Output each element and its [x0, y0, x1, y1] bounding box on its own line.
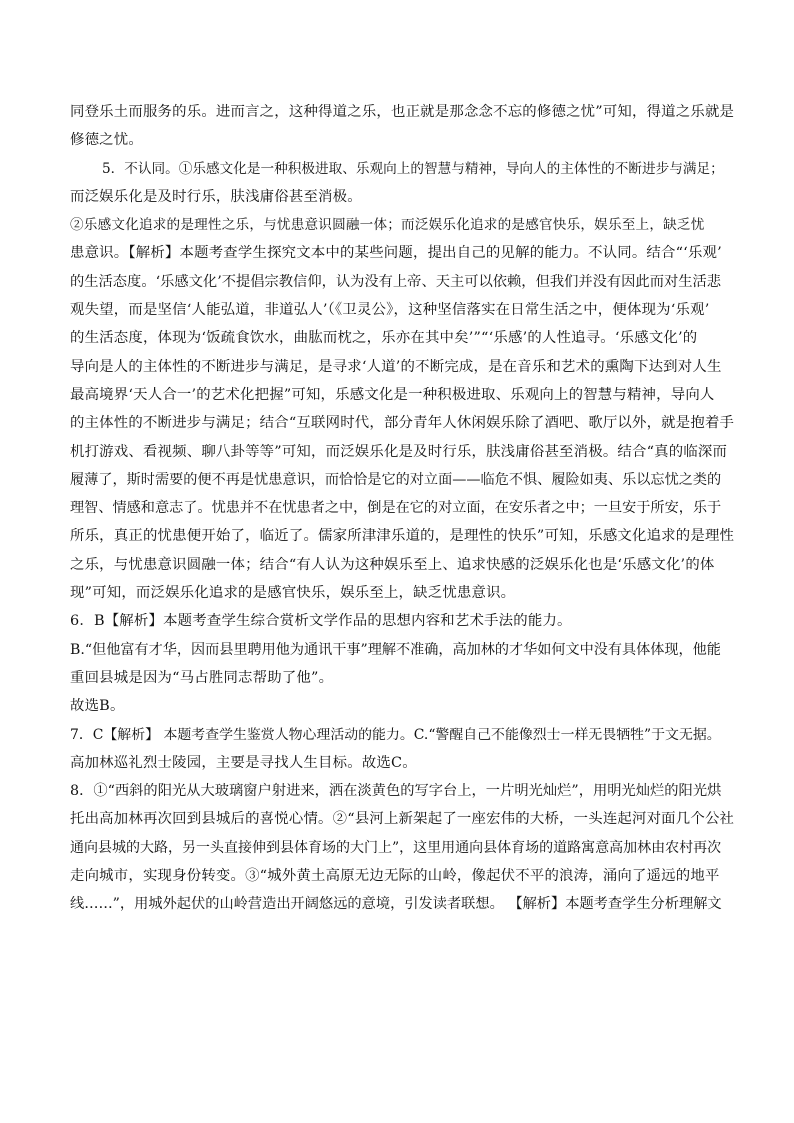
text-line: B.“但他富有才华，因而县里聘用他为通讯干事”理解不准确，高加林的才华如何文中没有具体体现，他能	[70, 641, 721, 658]
text-line: 托出高加林再次回到县城后的喜悦心情。②“县河上新架起了一座宏伟的大桥，一头连起河对面几个公社	[70, 811, 735, 828]
text-line: 走向城市，实现身份转变。③“城外黄土高原无边无际的山岭，像起伏不平的浪涛，涌向了遥远的地平	[70, 868, 720, 885]
text-line: 之乐，与忧患意识圆融一体；结合“有人认为这种娱乐至上、追求快感的泛娱乐化也是‘乐感文化’的体	[70, 556, 715, 573]
text-line: 故选B。	[70, 698, 125, 715]
text-line: 的主体性的不断进步与满足；结合“互联网时代，部分青年人休闲娱乐除了酒吧、歌厅以外，就是抱着手	[70, 415, 735, 432]
text-line: 现”可知，而泛娱乐化追求的是感官快乐，娱乐至上，缺乏忧患意识。	[70, 585, 516, 602]
answer-7-line: 7．C【解析】 本题考查学生鉴赏人物心理活动的能力。C.“警醒自己不能像烈士一样无畏牺牲”于文无据。	[70, 726, 721, 743]
text-line: 理智、情感和意志了。忧患并不在忧患者之中，倒是在它的对立面，在安乐者之中；一旦安于所安，乐于	[70, 500, 722, 517]
text-line: 同登乐土而服务的乐。进而言之，这种得道之乐，也正就是那念念不忘的修德之忧”可知，得道之乐就是	[70, 104, 735, 120]
text-line: 通向县城的大路，另一头直接伸到县体育场的大门上”，这里用通向县体育场的道路寓意高加林由农村再次	[70, 839, 722, 856]
text-line: 的生活态度，体现为‘饭疏食饮水，曲肱而枕之，乐亦在其中矣’”“‘乐感’的人性追寻。‘乐感文化’的	[70, 330, 698, 347]
text-line: 机打游戏、看视频、聊八卦等等”可知，而泛娱乐化是及时行乐，肤浅庸俗甚至消极。结合“真的临深而	[70, 443, 728, 460]
document-body	[70, 98, 734, 919]
text-line: 履薄了，斯时需要的便不再是忧患意识，而恰恰是它的对立面——临危不惧、履险如夷、乐以忘忧之类的	[70, 471, 722, 488]
answer-5-line: 5．不认同。①乐感文化是一种积极进取、乐观向上的智慧与精神，导向人的主体性的不断进步与满足；	[102, 160, 724, 177]
text-line: 患意识。【解析】本题考查学生探究文本中的某些问题，提出自己的见解的能力。不认同。结合“‘乐观’	[70, 245, 722, 262]
text-line: 导向是人的主体性的不断进步与满足，是寻求‘人道’的不断完成，是在音乐和艺术的熏陶下达到对人生	[70, 358, 722, 375]
text-line: 修德之忧。	[70, 132, 143, 149]
text-line: 重回县城是因为“马占胜同志帮助了他”。	[70, 669, 334, 686]
text-line: 的生活态度。‘乐感文化’不提倡宗教信仰，认为没有上帝、天主可以依赖，但我们并没有因此而对生活悲	[70, 273, 722, 290]
text-line: 线……”，用城外起伏的山岭营造出开阔悠远的意境，引发读者联想。 【解析】本题考查学生分析理解文	[70, 896, 722, 913]
answer-6-line: 6．B【解析】本题考查学生综合赏析文学作品的思想内容和艺术手法的能力。	[70, 613, 572, 630]
text-line: 高加林巡礼烈士陵园，主要是寻找人生目标。故选C。	[70, 754, 417, 771]
answer-8-line: 8．①“西斜的阳光从大玻璃窗户射进来，洒在淡黄色的写字台上，一片明光灿烂”，用明光灿烂的阳光烘	[70, 783, 722, 800]
text-line: 而泛娱乐化是及时行乐，肤浅庸俗甚至消极。	[70, 188, 362, 205]
text-line: 最高境界‘天人合一’的艺术化把握”可知，乐感文化是一种积极进取、乐观向上的智慧与精神，导向人	[70, 386, 715, 403]
text-line: 观失望，而是坚信‘人能弘道，非道弘人’（《卫灵公》，这种坚信落实在日常生活之中，便体现为‘乐观’	[70, 302, 710, 319]
text-line: 所乐，真正的忧患便开始了，临近了。儒家所津津乐道的，是理性的快乐”可知，乐感文化追求的是理性	[70, 528, 735, 545]
text-line: ②乐感文化追求的是理性之乐，与忧患意识圆融一体；而泛娱乐化追求的是感官快乐，娱乐至上，缺乏忧	[70, 217, 705, 234]
